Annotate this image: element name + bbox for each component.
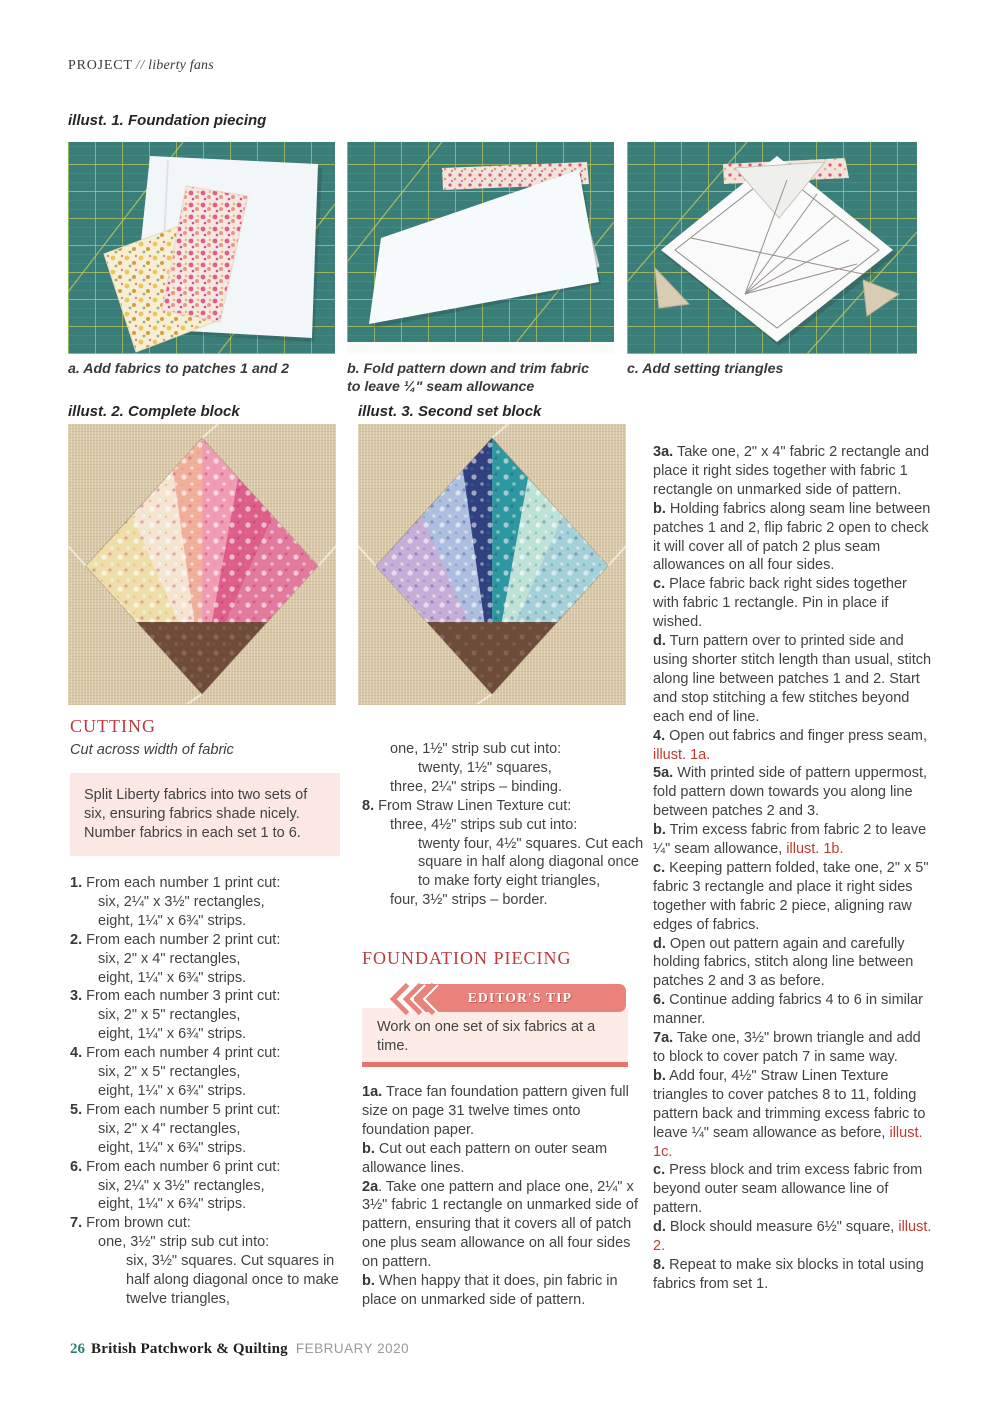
instruction-paragraph: 8. Repeat to make six blocks in total using fabrics from set 1. (653, 1256, 924, 1292)
cutting-line: 5. From each number 5 print cut: (70, 1101, 281, 1118)
caption-photo-c: c. Add setting triangles (627, 361, 784, 377)
cutting-line: twenty, 1½" squares, (418, 759, 552, 776)
instruction-paragraph: d. Turn pattern over to printed side and using shorter stitch length than usual, stitch along line between patches 1 and 2. Start and stop stitching a few stitches beyond each end of line. (653, 633, 932, 725)
instruction-paragraph: b. When happy that it does, pin fabric in place on unmarked side of pattern. (362, 1273, 618, 1308)
instruction-paragraph: 6. Continue adding fabrics 4 to 6 in similar manner. (653, 992, 924, 1028)
cutting-line: six, 2¼" x 3½" rectangles, (98, 893, 265, 910)
fan-block-blue (358, 424, 626, 704)
instruction-paragraph: c. Press block and trim excess fabric from beyond outer seam allowance line of pattern. (653, 1162, 923, 1217)
instruction-paragraph: d. Open out pattern again and carefully holding fabrics, stitch along line between patches 2 and 3 as before. (653, 935, 914, 990)
instruction-paragraph: b. Cut out each pattern on outer seam allowance lines. (362, 1140, 608, 1176)
tip-text: Work on one set of six fabrics at a time. (377, 1019, 596, 1054)
photo-foundation-step-a (68, 142, 335, 354)
cutting-line: 2. From each number 2 print cut: (70, 931, 281, 948)
photo-c-illustration (627, 142, 917, 354)
cutting-line: eight, 1¼" x 6¾" strips. (98, 1139, 247, 1156)
page-number: 26 (70, 1341, 85, 1357)
foundation-heading: FOUNDATION PIECING (362, 948, 572, 968)
tip-banner-label: EDITOR'S TIP (467, 990, 573, 1005)
foundation-steps (362, 1083, 638, 1310)
cutting-list-middle (362, 740, 646, 910)
cutting-line: eight, 1¼" x 6¾" strips. (98, 1082, 247, 1099)
chevrons-icon (388, 981, 444, 1017)
issue-date: FEBRUARY 2020 (295, 1341, 410, 1356)
cutting-line: 8. From Straw Linen Texture cut: (362, 797, 572, 814)
cutting-line: eight, 1¼" x 6¾" strips. (98, 1026, 247, 1043)
cutting-line: six, 2" x 4" rectangles, (98, 950, 241, 967)
tip-bottom-bar (362, 1062, 628, 1067)
cutting-line: eight, 1¼" x 6¾" strips. (98, 969, 247, 986)
tip-banner (414, 984, 626, 1012)
cutting-line: six, 2¼" x 3½" rectangles, (98, 1177, 265, 1194)
photo-second-set-block-blue (358, 424, 626, 705)
cutting-line: 3. From each number 3 print cut: (70, 988, 281, 1005)
cutting-line: eight, 1¼" x 6¾" strips. (98, 1196, 247, 1213)
instruction-paragraph: 4. Open out fabrics and finger press seam, illust. 1a. (653, 727, 928, 763)
cutting-line: three, 4½" strips sub cut into: (390, 816, 578, 833)
cutting-line: eight, 1¼" x 6¾" strips. (98, 912, 247, 929)
cutting-line: 1. From each number 1 print cut: (70, 875, 281, 891)
caption-photo-b: b. Fold pattern down and trim fabric to leave ¼" seam allowance (347, 361, 589, 396)
cutting-subheading: Cut across width of fabric (70, 742, 234, 758)
cutting-line: 6. From each number 6 print cut: (70, 1158, 281, 1175)
magazine-title: British Patchwork & Quilting (91, 1341, 288, 1357)
instruction-paragraph: c. Place fabric back right sides together with fabric 1 rectangle. Pin in place if wished. (653, 576, 907, 631)
cutting-line: one, 3½" strip sub cut into: (98, 1234, 270, 1251)
photo-foundation-step-b (347, 142, 614, 354)
photo-complete-block-pink (68, 424, 336, 705)
instruction-paragraph: c. Keeping pattern folded, take one, 2" x 5" fabric 3 rectangle and place it right sides together with fabric 2 piece, aligning raw edges of fabrics. (653, 859, 929, 933)
cutting-line: six, 2" x 5" rectangles, (98, 1007, 241, 1024)
cutting-line: six, 3½" squares. Cut squares in half along diagonal once to make twelve triangles, (126, 1253, 339, 1307)
photo-a-illustration (68, 142, 335, 354)
page-kicker (68, 58, 214, 74)
cutting-line: four, 3½" strips – border. (390, 892, 548, 909)
instruction-paragraph: 2a. Take one pattern and place one, 2¼" x 3½" fabric 1 rectangle on unmarked side of pattern, ensuring that it covers all of patch one plus seam allowance on all four sides on pattern. (362, 1178, 638, 1271)
instruction-paragraph: 5a. With printed side of pattern uppermost, fold pattern down towards you along line between patches 2 and 3. (653, 765, 928, 820)
fan-block-pink (68, 424, 336, 704)
illust3-label: illust. 3. Second set block (358, 403, 542, 420)
caption-photo-a: a. Add fabrics to patches 1 and 2 (68, 361, 290, 377)
cutting-line: 4. From each number 4 print cut: (70, 1045, 281, 1062)
photo-foundation-step-c (627, 142, 917, 354)
cutting-note-box: Split Liberty fabrics into two sets of six, ensuring fabrics shade nicely. Number fabrics in each set 1 to 6. (70, 773, 340, 856)
kicker-project: PROJECT (68, 58, 133, 73)
cutting-line: one, 1½" strip sub cut into: (390, 741, 562, 757)
illust2-label: illust. 2. Complete block (68, 403, 240, 420)
instruction-paragraph: 1a. Trace fan foundation pattern given full size on page 31 twelve times onto foundation paper. (362, 1084, 629, 1138)
kicker-title: liberty fans (148, 58, 214, 73)
cutting-line: three, 2¼" strips – binding. (390, 778, 562, 795)
page-footer (70, 1340, 409, 1358)
photo-b-illustration (347, 142, 614, 354)
cutting-heading: CUTTING (70, 716, 156, 736)
illust1-label: illust. 1. Foundation piecing (68, 112, 267, 129)
instruction-paragraph: b. Holding fabrics along seam line between patches 1 and 2, flip fabric 2 open to check it will cover all of patch 2 plus seam allowances on all four sides. (653, 500, 931, 574)
instruction-paragraph: b. Trim excess fabric from fabric 2 to leave ¼" seam allowance, illust. 1b. (653, 822, 927, 858)
editors-tip (362, 984, 628, 1068)
instruction-paragraph: 7a. Take one, 3½" brown triangle and add to block to cover patch 7 in same way. (653, 1030, 921, 1065)
cutting-line: twenty four, 4½" squares. Cut each square in half along diagonal once to make forty eight triangles, (418, 835, 644, 890)
kicker-separator: // (135, 58, 146, 73)
cutting-list-left (70, 874, 354, 1309)
instruction-paragraph: 3a. Take one, 2" x 4" fabric 2 rectangle and place it right sides together with fabric 1 rectangle on unmarked side of pattern. (653, 444, 930, 498)
cutting-line: 7. From brown cut: (70, 1215, 191, 1232)
instruction-paragraph: d. Block should measure 6½" square, illust. 2. (653, 1219, 932, 1255)
instructions-column (653, 443, 933, 1294)
instruction-paragraph: b. Add four, 4½" Straw Linen Texture triangles to cover patches 8 to 11, folding pattern back and trimming excess fabric to leave ¼" seam allowance as before, illust. 1c. (653, 1067, 926, 1160)
cutting-line: six, 2" x 5" rectangles, (98, 1064, 241, 1081)
cutting-line: six, 2" x 4" rectangles, (98, 1120, 241, 1137)
